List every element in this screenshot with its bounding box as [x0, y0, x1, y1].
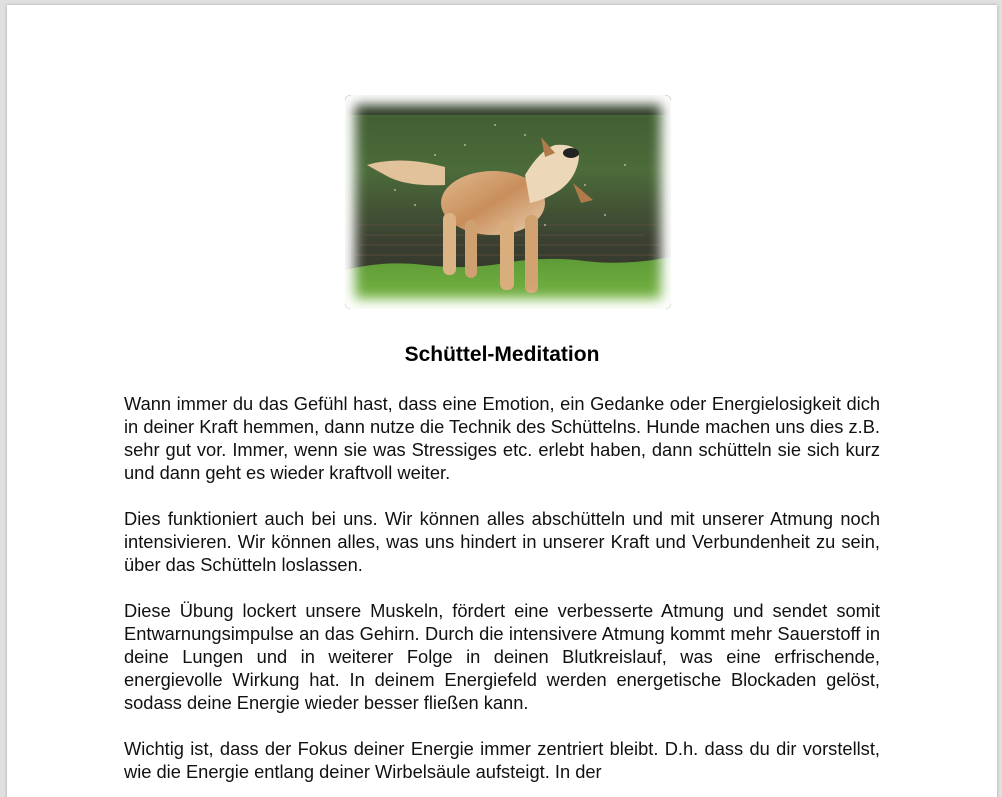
document-body: [124, 392, 880, 797]
dog-shaking-photo: [345, 95, 671, 309]
paragraph-4: Wichtig ist, dass der Fokus deiner Energie immer zentriert bleibt. D.h. dass du dir vorstellst, wie die Energie entlang deiner Wirbelsäule aufsteigt. In der: [124, 738, 880, 782]
paragraph-2: Dies funktioniert auch bei uns. Wir können alles abschütteln und mit unserer Atmung noch intensivieren. Wir können alles, was uns hindert in unserer Kraft und Verbundenheit zu sein, über das Schütteln loslassen.: [124, 508, 880, 575]
paragraph-1: Wann immer du das Gefühl hast, dass eine Emotion, ein Gedanke oder Energielosigkeit dich in deiner Kraft hemmen, dann nutze die Technik des Schüttelns. Hunde machen uns dies z.B. sehr gut vor. Immer, wenn sie was Stressiges etc. erlebt haben, dann schütteln sie sich kurz und dann geht es wieder kraftvoll weiter.: [124, 393, 880, 483]
paragraph-3: Diese Übung lockert unsere Muskeln, fördert eine verbesserte Atmung und sendet somit Entwarnungsimpulse an das Gehirn. Durch die intensivere Atmung kommt mehr Sauerstoff in deine Lungen und in weiterer Folge in deinen Blutkreislauf, was eine erfrischende, energievolle Wirkung hat. In deinem Energiefeld werden energetische Blockaden gelöst, sodass deine Energie wieder besser fließen kann.: [124, 600, 880, 713]
document-title: Schüttel-Meditation: [404, 343, 600, 366]
document-page: [7, 5, 997, 797]
